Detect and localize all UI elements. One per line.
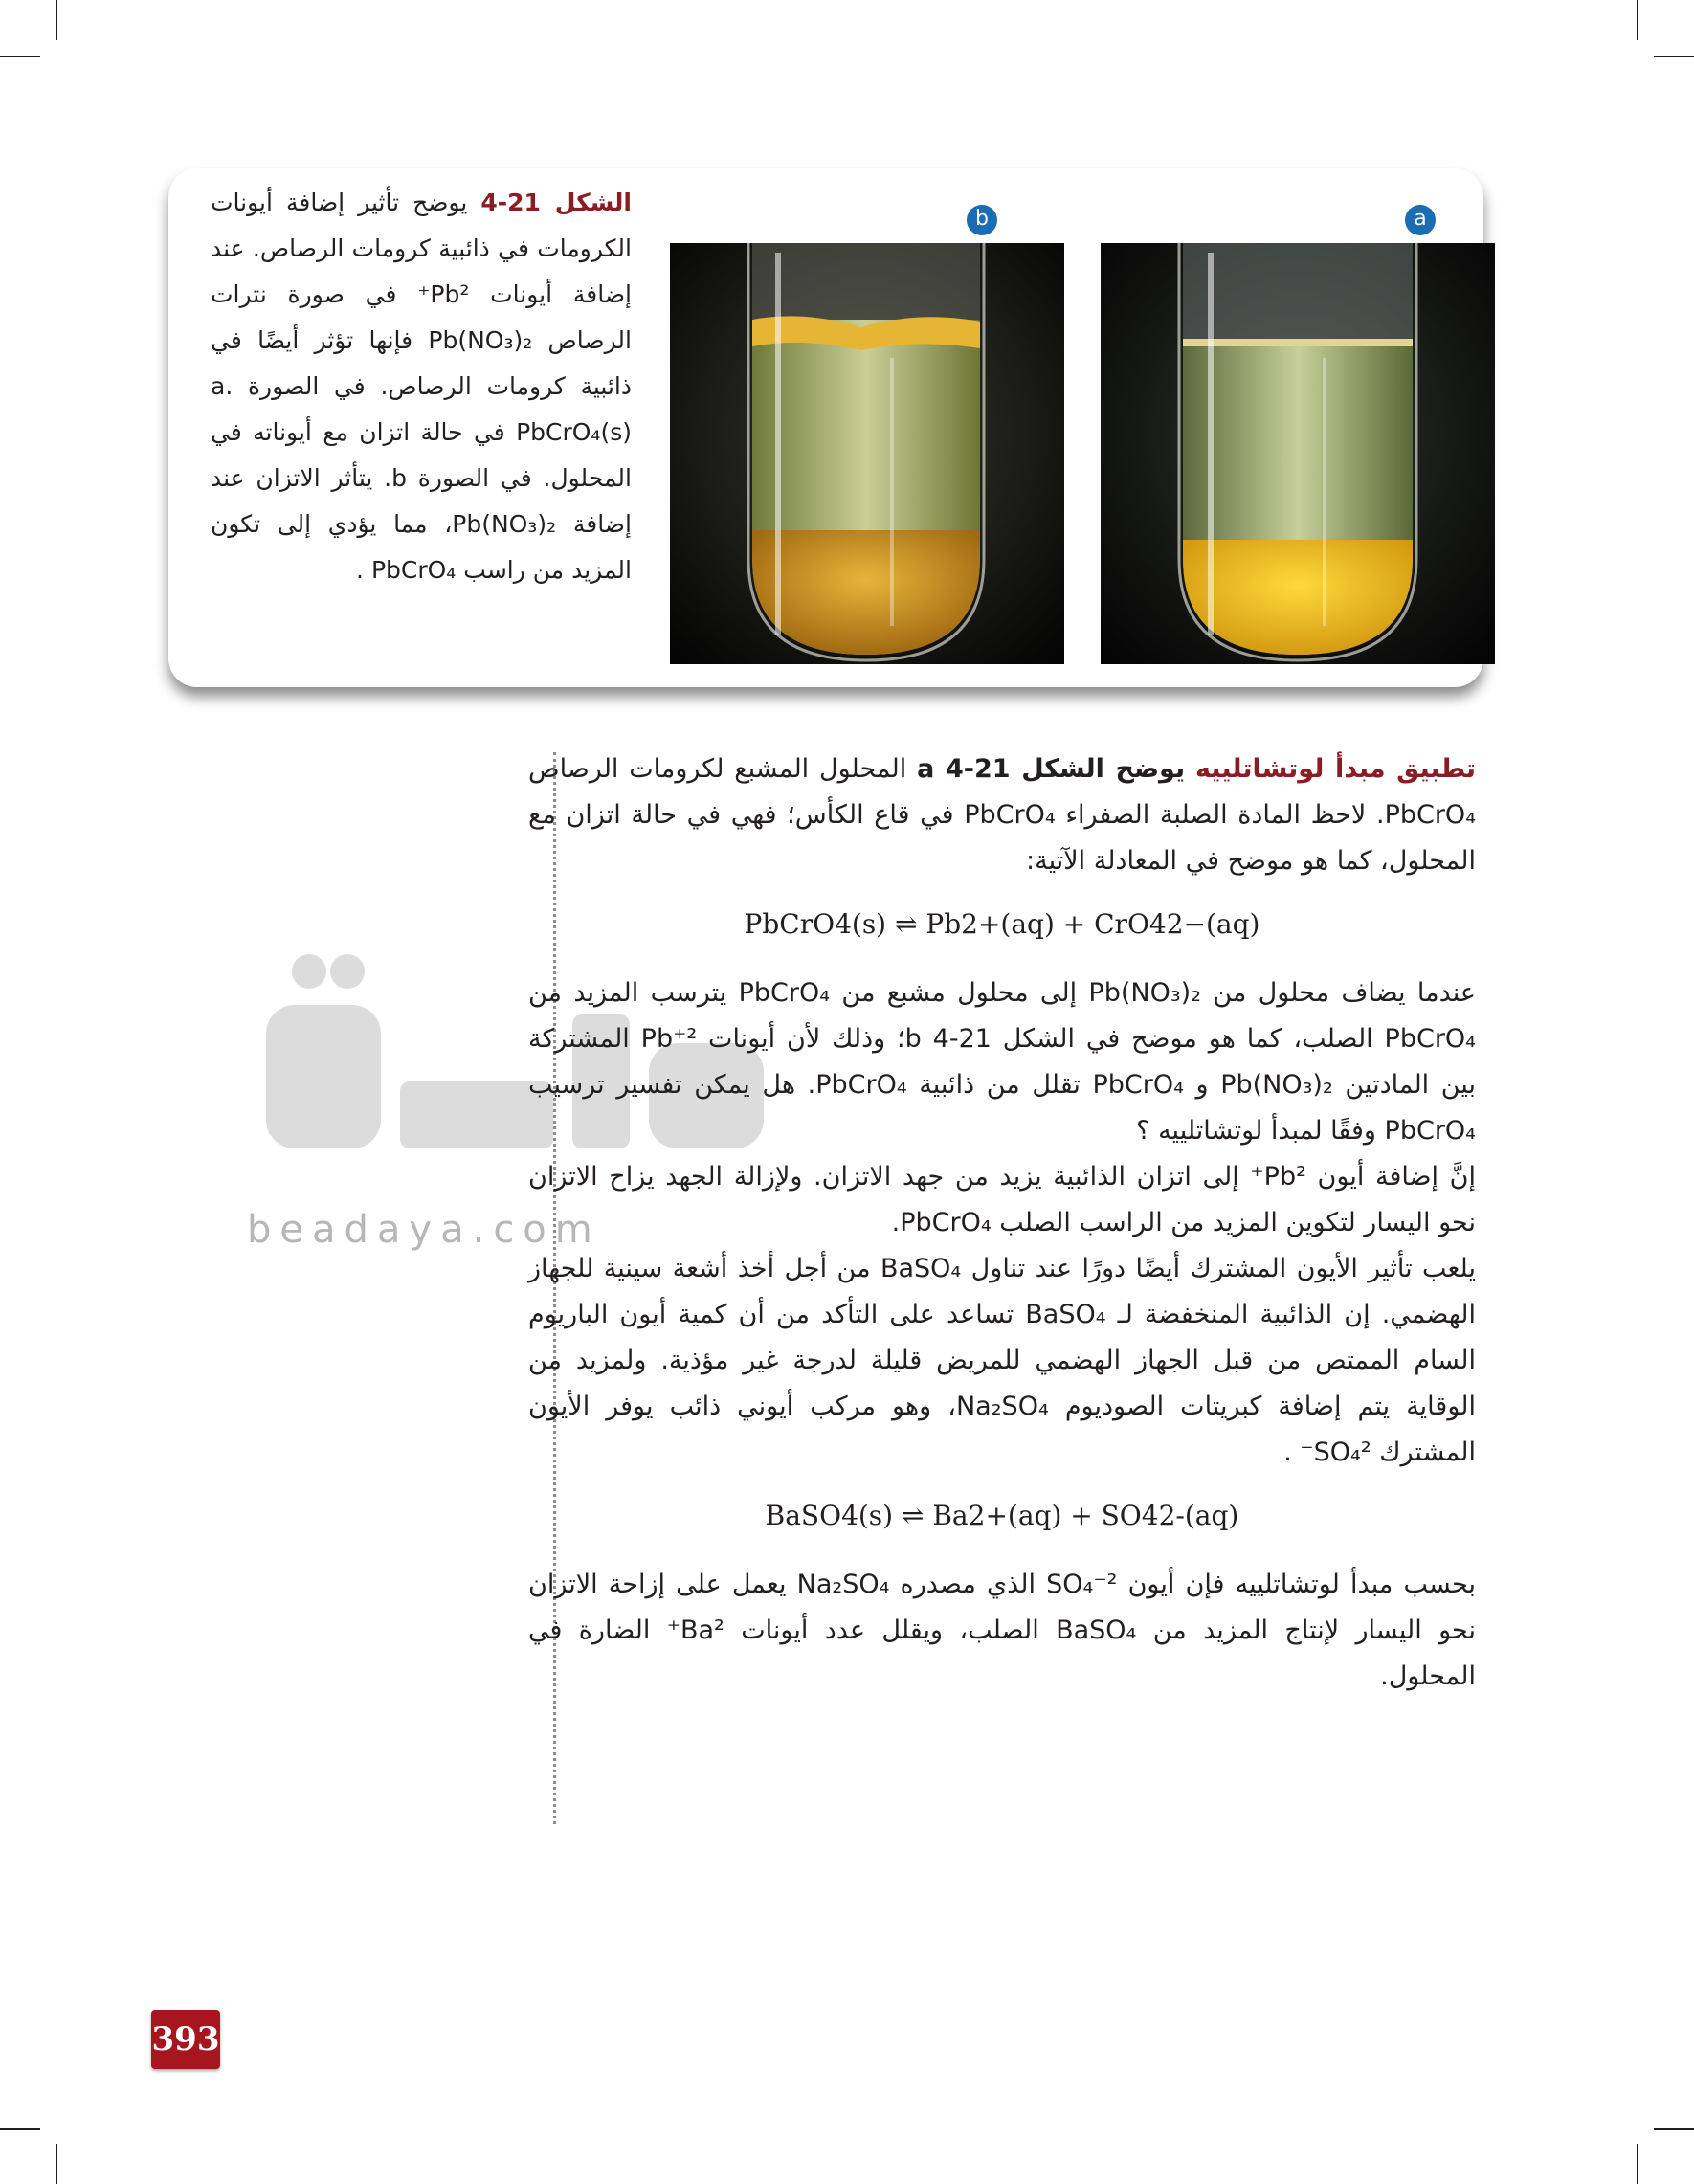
test-tube-photo-a bbox=[1101, 243, 1495, 733]
paragraph-4: يلعب تأثير الأيون المشترك أيضًا دورًا عند تناول BaSO₄ من أجل أخذ أشعة سينية للجهاز الهضمي. إن الذائبية المنخفضة لـ BaSO₄ تساعد على التأكد من أن كمية أيون الباريوم السام الممتص من قبل الجهاز الهضمي للمريض قليلة لدرجة غير مؤذية. ولمزيد من الوقاية يتم إضافة كبريتات الصوديوم Na₂SO₄، وهو مركب أيوني ذائب يوفر الأيون المشترك SO₄²⁻ . bbox=[528, 1254, 1477, 1467]
paragraph-3: إنَّ إضافة أيون Pb²⁺ إلى اتزان الذائبية يزيد من جهد الاتزان. ولإزالة الجهد يزاح الاتزان نحو اليسار لتكوين المزيد من الراسب الصلب PbCrO₄. bbox=[528, 1162, 1477, 1237]
test-tube-photo-b bbox=[670, 243, 1064, 733]
paragraph-1-text: المحلول المشبع لكرومات الرصاص PbCrO₄. لاحظ المادة الصلبة الصفراء PbCrO₄ في قاع الكأس؛ فهي في حالة اتزان مع المحلول، كما هو موضح في المعادلة الآتية: bbox=[528, 754, 1477, 876]
crop-mark bbox=[0, 56, 40, 57]
test-tube-b-illustration bbox=[670, 243, 1064, 664]
figure-caption-line: عند إضافة أيونات Pb²⁺ في صورة نترات الرصاص Pb(NO₃)₂ فإنها تؤثر أيضًا في ذائبية كرومات الرصاص. bbox=[211, 234, 633, 400]
paragraph-5: بحسب مبدأ لوتشاتلييه فإن أيون SO₄⁻² الذي مصدره Na₂SO₄ يعمل على إزاحة الاتزان نحو اليسار لإنتاج المزيد من BaSO₄ الصلب، ويقلل عدد أيونات Ba²⁺ الضارة في المحلول. bbox=[528, 1570, 1477, 1691]
test-tube-a-illustration bbox=[1101, 243, 1495, 664]
crop-mark bbox=[1637, 0, 1638, 40]
figure-caption bbox=[211, 180, 632, 593]
paragraph-2: عندما يضاف محلول من Pb(NO₃)₂ إلى محلول مشبع من PbCrO₄ يترسب المزيد من PbCrO₄ الصلب، كما هو موضح في الشكل 21-4 b؛ وذلك لأن أيونات Pb⁺² المشتركة بين المادتين Pb(NO₃)₂ و PbCrO₄ تقلل من ذائبية PbCrO₄. هل يمكن تفسير ترسيب PbCrO₄ وفقًا لمبدأ لوتشاتلييه ؟ bbox=[528, 978, 1476, 1146]
crop-mark bbox=[1637, 2144, 1638, 2184]
equation-2-text: BaSO4(s) ⇌ Ba2+(aq) + SO42-(aq) bbox=[765, 1500, 1239, 1531]
equation-pbcro4 bbox=[528, 902, 1476, 947]
figure-caption-label: الشكل 21-4 bbox=[480, 189, 632, 216]
figure-badge-b: b bbox=[967, 205, 997, 235]
figure-caption-line: في الصورة a. PbCrO₄(s) في حالة اتزان مع أيوناته في المحلول. في الصورة b. يتأثر الاتزان عند إضافة Pb(NO₃)₂، مما يؤدي إلى تكون المزيد من راسب PbCrO₄ . bbox=[211, 372, 632, 584]
crop-mark bbox=[0, 2128, 40, 2130]
equation-1-text: PbCrO4(s) ⇌ Pb2+(aq) + CrO42−(aq) bbox=[744, 908, 1260, 940]
crop-mark bbox=[1654, 56, 1694, 57]
crop-mark bbox=[56, 0, 57, 40]
figure-reference: يوضح الشكل 21-4 a bbox=[917, 754, 1186, 784]
figure-badge-a: a bbox=[1405, 205, 1436, 235]
paragraph-1 bbox=[528, 747, 1476, 884]
main-text bbox=[528, 747, 1476, 1700]
watermark-url: beadaya.com bbox=[247, 1208, 601, 1252]
crop-mark bbox=[56, 2144, 57, 2184]
equation-baso4 bbox=[528, 1493, 1476, 1539]
section-heading: تطبيق مبدأ لوتشاتلييه bbox=[1194, 754, 1477, 784]
page-number: 393 bbox=[151, 2010, 220, 2069]
figure-caption-line: يوضح تأثير إضافة أيونات الكرومات في ذائبية كرومات الرصاص. bbox=[211, 189, 632, 262]
crop-mark bbox=[1654, 2128, 1694, 2130]
